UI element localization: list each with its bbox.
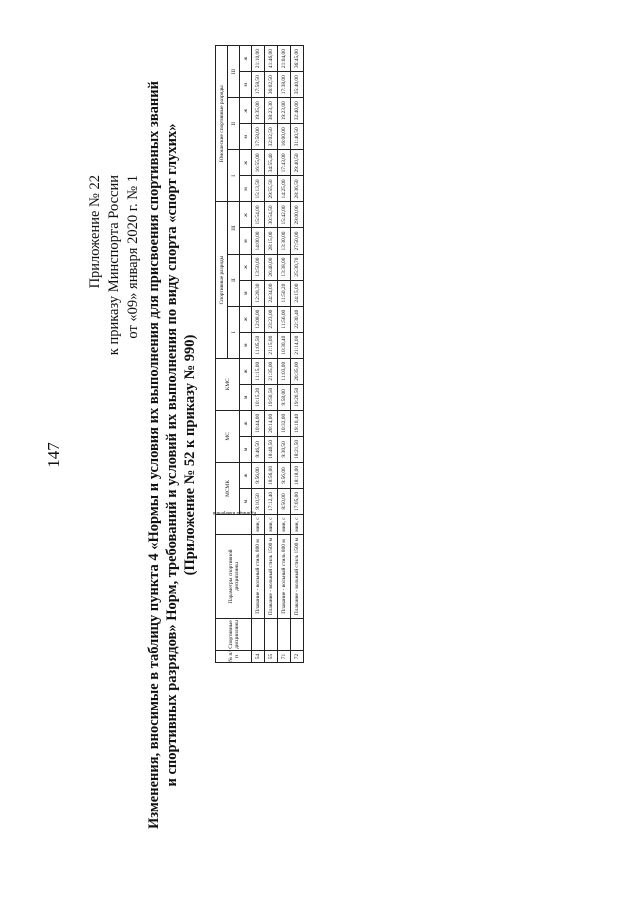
norm-value-cell: 14:25,00 <box>278 176 291 202</box>
row-params: Плавание - вольный стиль 1500 м <box>265 535 278 619</box>
header-female: ж <box>240 306 252 332</box>
norm-value-cell: 11:56,00 <box>278 306 291 332</box>
norm-value-cell: 10:44,00 <box>252 410 265 436</box>
norm-value-cell: 35:40,00 <box>291 72 304 98</box>
header-msmk: МСМК <box>216 462 240 514</box>
table-row <box>278 46 291 663</box>
row-discipline <box>252 619 265 651</box>
norm-value-cell: 21:14,00 <box>291 332 304 358</box>
norm-value-cell: 24:15,00 <box>291 280 304 306</box>
header-youth-rank-1: I <box>228 150 240 202</box>
header-rank-2: II <box>228 254 240 306</box>
norm-value-cell: 19:10,40 <box>291 410 304 436</box>
norm-value-cell: 16:55,00 <box>252 150 265 176</box>
norm-value-cell: 26:40,00 <box>265 254 278 280</box>
header-female: ж <box>240 150 252 176</box>
norm-value-cell: 17:58,00 <box>252 124 265 150</box>
norm-value-cell: 18:21,50 <box>291 436 304 462</box>
norm-value-cell: 18:56,00 <box>265 462 278 488</box>
norm-value-cell: 17:12,40 <box>265 488 278 514</box>
norm-value-cell: 11:50,20 <box>278 280 291 306</box>
norm-value-cell: 12:08,00 <box>252 306 265 332</box>
header-female: ж <box>240 46 252 72</box>
header-rank-3: III <box>228 202 240 254</box>
row-discipline <box>278 619 291 651</box>
norm-value-cell: 28:36,50 <box>291 176 304 202</box>
norm-value-cell: 12:28,30 <box>252 280 265 306</box>
header-rank-1: I <box>228 306 240 358</box>
header-female: ж <box>240 98 252 124</box>
row-params: Плавание - вольный стиль 1500 м <box>291 535 304 619</box>
norm-value-cell: 19:20,50 <box>291 384 304 410</box>
norm-value-cell: 15:13,50 <box>252 176 265 202</box>
norm-value-cell: 17:38,00 <box>278 72 291 98</box>
table-row <box>252 46 265 663</box>
appendix-line: от «09» января 2020 г. № 1 <box>125 175 141 339</box>
header-params: Параметры спортивной дисциплины <box>216 535 252 619</box>
norm-value-cell: 21:35,00 <box>265 358 278 384</box>
header-female: ж <box>240 462 252 488</box>
norm-value-cell: 18:18,00 <box>291 462 304 488</box>
row-discipline <box>291 619 304 651</box>
norm-value-cell: 36:02,50 <box>265 72 278 98</box>
header-male: м <box>240 488 252 514</box>
norm-value-cell: 15:42,00 <box>278 202 291 228</box>
row-unit: мин, с <box>291 515 304 535</box>
norm-value-cell: 9:56,00 <box>278 462 291 488</box>
header-male: м <box>240 280 252 306</box>
norm-value-cell: 29:40,50 <box>291 150 304 176</box>
norm-value-cell: 19:35,00 <box>252 98 265 124</box>
row-unit: мин, с <box>278 515 291 535</box>
norm-value-cell: 25:30,70 <box>291 254 304 280</box>
title-line: Изменения, вносимые в таблицу пункта 4 «Нормы и условия их выполнения для присвоения спортивных званий <box>146 81 162 829</box>
document-title <box>145 45 199 865</box>
header-female: ж <box>240 202 252 228</box>
norm-value-cell: 15:54,00 <box>252 202 265 228</box>
row-number: 72 <box>291 651 304 663</box>
norm-value-cell: 11:05,50 <box>252 332 265 358</box>
header-male: м <box>240 176 252 202</box>
norm-value-cell: 9:56,00 <box>252 462 265 488</box>
norm-value-cell: 19:50,50 <box>265 384 278 410</box>
appendix-line: Приложение № 22 <box>87 175 103 289</box>
table-header <box>212 46 256 663</box>
norm-value-cell: 9:58,00 <box>278 384 291 410</box>
row-number: 55 <box>265 651 278 663</box>
norm-value-cell: 17:58,50 <box>252 72 265 98</box>
norm-value-cell: 10:30,40 <box>278 332 291 358</box>
appendix-reference <box>86 175 143 355</box>
norm-value-cell: 30:54,50 <box>265 202 278 228</box>
row-number: 54 <box>252 651 265 663</box>
norm-value-cell: 20:14,00 <box>265 410 278 436</box>
header-num: № п/п <box>216 651 252 663</box>
norm-value-cell: 21:04,00 <box>278 46 291 72</box>
header-kms: КМС <box>216 358 240 410</box>
norm-value-cell: 18:40,50 <box>265 436 278 462</box>
norm-value-cell: 17:05,00 <box>291 488 304 514</box>
norm-value-cell: 11:03,00 <box>278 358 291 384</box>
header-female: ж <box>240 358 252 384</box>
appendix-line: к приказу Минспорта России <box>106 175 122 356</box>
norm-value-cell: 23:23,00 <box>265 306 278 332</box>
table-body <box>252 46 304 663</box>
norm-value-cell: 27:50,00 <box>291 228 304 254</box>
norm-value-cell: 32:40,00 <box>291 98 304 124</box>
title-line: и спортивных разрядов» Норм, требований и условий их выполнения по виду спорта «спорт глухих» <box>164 123 180 787</box>
norm-value-cell: 10:32,00 <box>278 410 291 436</box>
header-male: м <box>240 72 252 98</box>
header-female: ж <box>240 410 252 436</box>
row-unit: мин, с <box>265 515 278 535</box>
header-sport-ranks: Спортивные разряды <box>216 202 228 358</box>
row-number: 71 <box>278 651 291 663</box>
norm-value-cell: 17:43,00 <box>278 150 291 176</box>
header-male: м <box>240 384 252 410</box>
row-discipline <box>265 619 278 651</box>
header-discipline: Спортивные дисциплины <box>216 619 252 651</box>
header-male: м <box>240 436 252 462</box>
table-row <box>265 46 278 663</box>
norm-value-cell: 9:30,50 <box>278 436 291 462</box>
header-male: м <box>240 124 252 150</box>
header-unit: Единицы измерения <box>216 515 252 535</box>
norm-value-cell: 13:30,00 <box>278 228 291 254</box>
title-line: (Приложение № 52 к приказу № 990) <box>182 334 198 576</box>
norm-value-cell: 11:15,00 <box>252 358 265 384</box>
header-youth-rank-2: II <box>228 98 240 150</box>
norm-value-cell: 16:00,00 <box>278 124 291 150</box>
norm-value-cell: 19:23,00 <box>278 98 291 124</box>
norm-value-cell: 38:23,30 <box>265 98 278 124</box>
header-youth-rank-3: III <box>228 46 240 98</box>
row-params: Плавание - вольный стиль 800 м <box>278 535 291 619</box>
norm-value-cell: 13:50,00 <box>252 254 265 280</box>
header-female: ж <box>240 254 252 280</box>
norm-value-cell: 36:45,00 <box>291 46 304 72</box>
norm-value-cell: 22:30,40 <box>291 306 304 332</box>
norm-value-cell: 29:55,50 <box>265 176 278 202</box>
header-youth-ranks: Юношеские спортивные разряды <box>216 46 228 202</box>
norm-value-cell: 29:00,00 <box>291 202 304 228</box>
norm-value-cell: 21:15,00 <box>265 332 278 358</box>
norm-value-cell: 9:10,50 <box>252 488 265 514</box>
norm-value-cell: 9:46,50 <box>252 436 265 462</box>
row-params: Плавание - вольный стиль 800 м <box>252 535 265 619</box>
norm-value-cell: 13:38,00 <box>278 254 291 280</box>
header-male: м <box>240 332 252 358</box>
norm-value-cell: 32:02,50 <box>265 124 278 150</box>
norm-value-cell: 34:55,40 <box>265 150 278 176</box>
norm-value-cell: 14:00,00 <box>252 228 265 254</box>
norm-value-cell: 8:50,00 <box>278 488 291 514</box>
header-ms: МС <box>216 410 240 462</box>
table-row <box>291 46 304 663</box>
row-unit: мин, с <box>252 515 265 535</box>
norm-value-cell: 20:35,00 <box>291 358 304 384</box>
norm-value-cell: 41:46,00 <box>265 46 278 72</box>
norm-value-cell: 31:40,50 <box>291 124 304 150</box>
norm-value-cell: 21:10,00 <box>252 46 265 72</box>
norm-value-cell: 10:15,20 <box>252 384 265 410</box>
norm-value-cell: 28:15,00 <box>265 228 278 254</box>
norm-value-cell: 24:34,00 <box>265 280 278 306</box>
header-male: м <box>240 228 252 254</box>
norms-table <box>212 45 304 663</box>
page-number: 147 <box>44 442 63 468</box>
